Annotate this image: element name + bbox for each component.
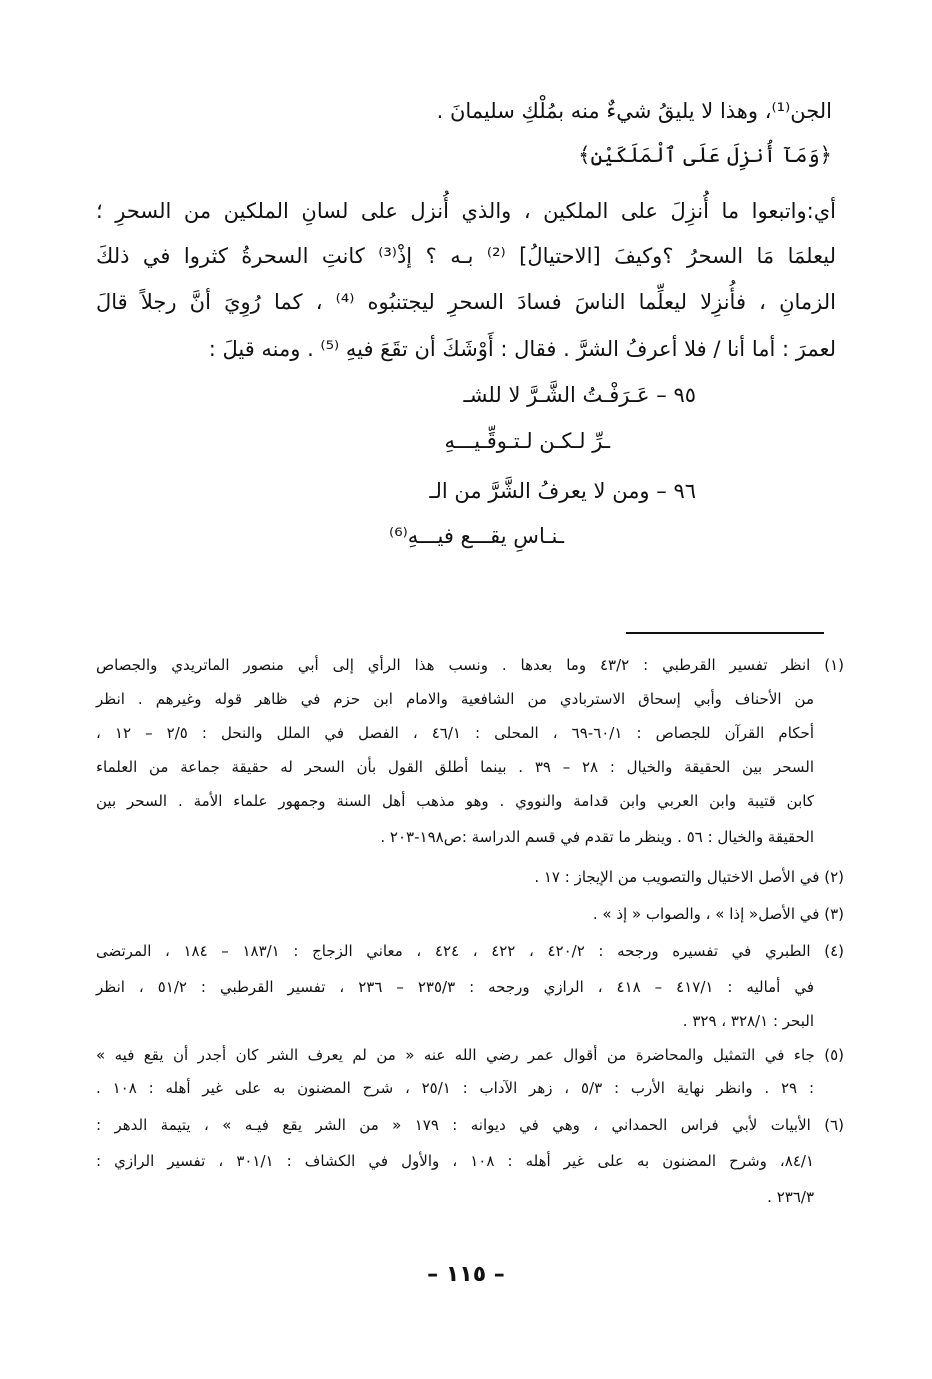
footnote-6-line-2: ٨٤/١، وشرح المضنون به على غير أهله : ١٠٨ ، والأول في الكشاف : ٣٠١/١ ، تفسير الرازي :	[96, 1152, 814, 1170]
footnote-3: (٣) في الأصل« إذا » ، والصواب « إذ » .	[592, 905, 844, 923]
footnote-6-line-1: (٦) الأبيات لأبي فراس الحمداني ، وهي في ديوانه : ١٧٩ « من الشر يقع فيـه » ، يتيمة الدهر :	[96, 1116, 844, 1134]
footnote-5-line-2: : ٢٩ . وانظر نهاية الأرب : ٥/٣ ، زهر الآداب : ٢٥/١ ، شرح المضنون به على غير أهله : ١٠٨ .	[96, 1079, 814, 1097]
footnote-4-line-3: البحر : ٣٢٨/١ ، ٣٢٩ .	[682, 1012, 814, 1030]
footnote-1-line-2: من الأحناف وأبي إسحاق الاستربادي من الشافعية والامام ابن حزم في ظاهر قوله وغيرهم . انظر	[96, 690, 814, 708]
page-number: – ١١٥ –	[427, 1262, 505, 1287]
paragraph-line-4: لعمرَ : أما أنا / فلا أعرفُ الشرَّ . فقال : أَوْشَكَ أن تقَعَ فيهِ ⁽⁵⁾ . ومنه قيلَ :	[208, 337, 836, 361]
footnote-2: (٢) في الأصل الاختيال والتصويب من الإيجاز : ١٧ .	[534, 868, 844, 886]
footnote-1-line-6: الحقيقة والخيال : ٥٦ . وينظر ما تقدم في قسم الدراسة :ص١٩٨-٢٠٣ .	[380, 828, 814, 846]
footnote-separator	[626, 632, 824, 634]
footnote-1-line-3: أحكام القرآن للجصاص : ٦٠/١-٦٩ ، المحلى : ٤٦/١ ، الفصل في الملل والنحل : ٢/٥ – ١٢ ،	[96, 724, 814, 742]
verse-96-second-hemistich: ـنـاسِ يقـــع فيـــهِ⁽⁶⁾	[389, 524, 564, 548]
paragraph-line-2: ليعلمَا مَا السحرُ ؟وكيفَ [الاحتيالُ] ⁽²⁾ بـه ؟ إذْ⁽³⁾ كانتِ السحرةُ كثروا في ذلكَ	[96, 244, 836, 268]
opening-line: الجن⁽¹⁾، وهذا لا يليقُ شيءٌ منه بمُلْكِ سليمانَ .	[436, 99, 832, 123]
verse-96-first-hemistich: ٩٦ – ومن لا يعرفُ الشَّرَّ من الـ	[429, 479, 696, 503]
paragraph-line-1: أي:واتبعوا ما أُنزِلَ على الملكين ، والذي أُنزل على لسانِ الملكين من السحرِ ؛	[96, 199, 836, 223]
footnote-6-line-3: ٢٣٦/٣ .	[767, 1188, 814, 1206]
quran-verse: ﴿وَمَآ أُنزِلَ عَلَى ٱلْمَلَكَيْنِ﴾	[578, 143, 832, 167]
footnote-5-line-1: (٥) جاء في التمثيل والمحاضرة من أقوال عمر رضي الله عنه « من لم يعرف الشر كان أجدر أن يقع فيه »	[96, 1046, 844, 1064]
footnote-1-line-5: كابن قتيبة وابن العربي وابن قدامة والنووي . وهو مذهب أهل السنة وجمهور علماء الأمة . السحر بين	[96, 792, 814, 810]
footnote-4-line-2: في أماليه : ٤١٧/١ – ٤١٨ ، الرازي ورجحه : ٢٣٥/٣ – ٢٣٦ ، تفسير القرطبي : ٥١/٢ ، انظر	[96, 978, 814, 996]
footnote-1-line-1: (١) انظر تفسير القرطبي : ٤٣/٢ وما بعدها . ونسب هذا الرأي إلى أبي منصور الماتريدي والجصاص	[96, 656, 845, 674]
verse-95-first-hemistich: ٩٥ – عَـرَفْـتُ الشَّـرَّ لا للشـ	[463, 383, 696, 407]
footnote-1-line-4: السحر بين الحقيقة والخيال : ٢٨ – ٣٩ . بينما أطلق القول بأن السحر له حقيقة جماعة من العلماء	[96, 758, 814, 776]
verse-95-second-hemistich: ـرِّ لـكـن لـتـوقِّـيـــهِ	[444, 429, 610, 453]
paragraph-line-3: الزمانِ ، فأُنزِلا ليعلِّما الناسَ فسادَ السحرِ ليجتنبُوه ⁽⁴⁾ ، كما رُوِيَ أنَّ رجلاً قالَ	[96, 290, 836, 314]
footnote-4-line-1: (٤) الطبري في تفسيره ورجحه : ٤٢٠/٢ ، ٤٢٢ ، ٤٢٤ ، معاني الزجاج : ١٨٣/١ – ١٨٤ ، المرتضى	[96, 942, 844, 960]
